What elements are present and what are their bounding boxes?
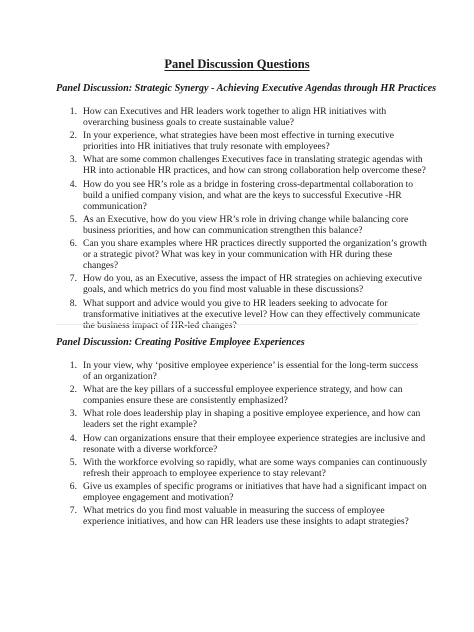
list-item <box>56 179 428 212</box>
item-text: What metrics do you find most valuable in measuring the success of employee experience initiatives, and how can HR leaders use these insights to adapt strategies? <box>83 505 409 528</box>
section-strategic-synergy <box>56 83 437 333</box>
list-item <box>56 360 428 382</box>
list-item <box>56 273 428 295</box>
section-heading: Panel Discussion: Strategic Synergy - Achieving Executive Agendas through HR Practices <box>56 83 437 94</box>
item-number: 2. <box>69 384 77 396</box>
item-text: Can you share examples where HR practices directly supported the organization’s growth or a strategic pivot? What was key in your communication with HR during these changes? <box>83 238 427 272</box>
list-item <box>56 457 428 479</box>
item-text: In your experience, what strategies have been most effective in turning executive priorities into HR initiatives that truly resonate with employees? <box>83 130 394 153</box>
item-number: 1. <box>69 360 77 371</box>
list-item <box>56 298 428 331</box>
item-text: Give us examples of specific programs or initiatives that have had a significant impact on employee engagement and motivation? <box>83 480 427 504</box>
item-text: How can Executives and HR leaders work together to align HR initiatives with overarching business goals to create sustainable value? <box>83 106 387 129</box>
list-item <box>56 481 428 503</box>
document-title: Panel Discussion Questions <box>164 57 310 71</box>
item-number: 4. <box>69 432 77 444</box>
item-text: How do you, as an Executive, assess the impact of HR strategies on achieving executive goals, and which metrics do you find most valuable in these discussions? <box>83 273 422 296</box>
item-number: 6. <box>69 238 77 250</box>
item-number: 5. <box>69 213 77 225</box>
list-item <box>56 154 428 176</box>
section-divider <box>56 324 418 325</box>
item-number: 3. <box>69 408 77 420</box>
item-text: With the workforce evolving so rapidly, what are some ways companies can continuously refresh their approach to employee experience to stay relevant? <box>83 456 428 479</box>
item-text: What are some common challenges Executives face in translating strategic agendas with HR into actionable HR practices, and how can strong collaboration help overcome these? <box>83 154 426 177</box>
question-list <box>56 360 428 527</box>
item-number: 6. <box>69 480 77 492</box>
list-item <box>56 106 428 128</box>
item-text: How do you see HR’s role as a bridge in fostering cross-departmental collaboration to build a unified company vision, and what are the keys to successful Executive -HR communication? <box>83 178 414 212</box>
list-item <box>56 130 428 152</box>
list-item <box>56 505 428 527</box>
item-text: As an Executive, how do you view HR’s role in driving change while balancing core business priorities, and how can communication strengthen this balance? <box>83 213 409 236</box>
question-list <box>56 106 428 331</box>
section-employee-experiences <box>56 337 428 529</box>
list-item <box>56 214 428 236</box>
section-heading: Panel Discussion: Creating Positive Employee Experiences <box>56 337 305 348</box>
item-text: What role does leadership play in shaping a positive employee experience, and how can leaders set the right example? <box>83 408 421 431</box>
item-number: 3. <box>69 154 77 166</box>
item-number: 5. <box>69 456 77 468</box>
list-item <box>56 433 428 455</box>
list-item <box>56 384 428 406</box>
item-text: How can organizations ensure that their employee experience strategies are inclusive and resonate with a diverse workforce? <box>83 432 426 455</box>
item-text: What support and advice would you give to HR leaders seeking to advocate for transformative initiatives at the executive level? How can they effectively communicate the business impact of HR-led changes? <box>83 297 421 331</box>
list-item <box>56 238 428 271</box>
item-number: 2. <box>69 130 77 142</box>
item-number: 4. <box>69 178 77 190</box>
item-text: What are the key pillars of a successful employee experience strategy, and how can companies ensure these are consistently emphasized? <box>83 384 403 407</box>
item-text: In your view, why ‘positive employee experience’ is essential for the long-term success of an organization? <box>83 360 419 383</box>
list-item <box>56 408 428 430</box>
item-number: 1. <box>69 106 77 117</box>
item-number: 7. <box>69 273 77 285</box>
item-number: 7. <box>69 505 77 517</box>
item-number: 8. <box>69 297 77 309</box>
